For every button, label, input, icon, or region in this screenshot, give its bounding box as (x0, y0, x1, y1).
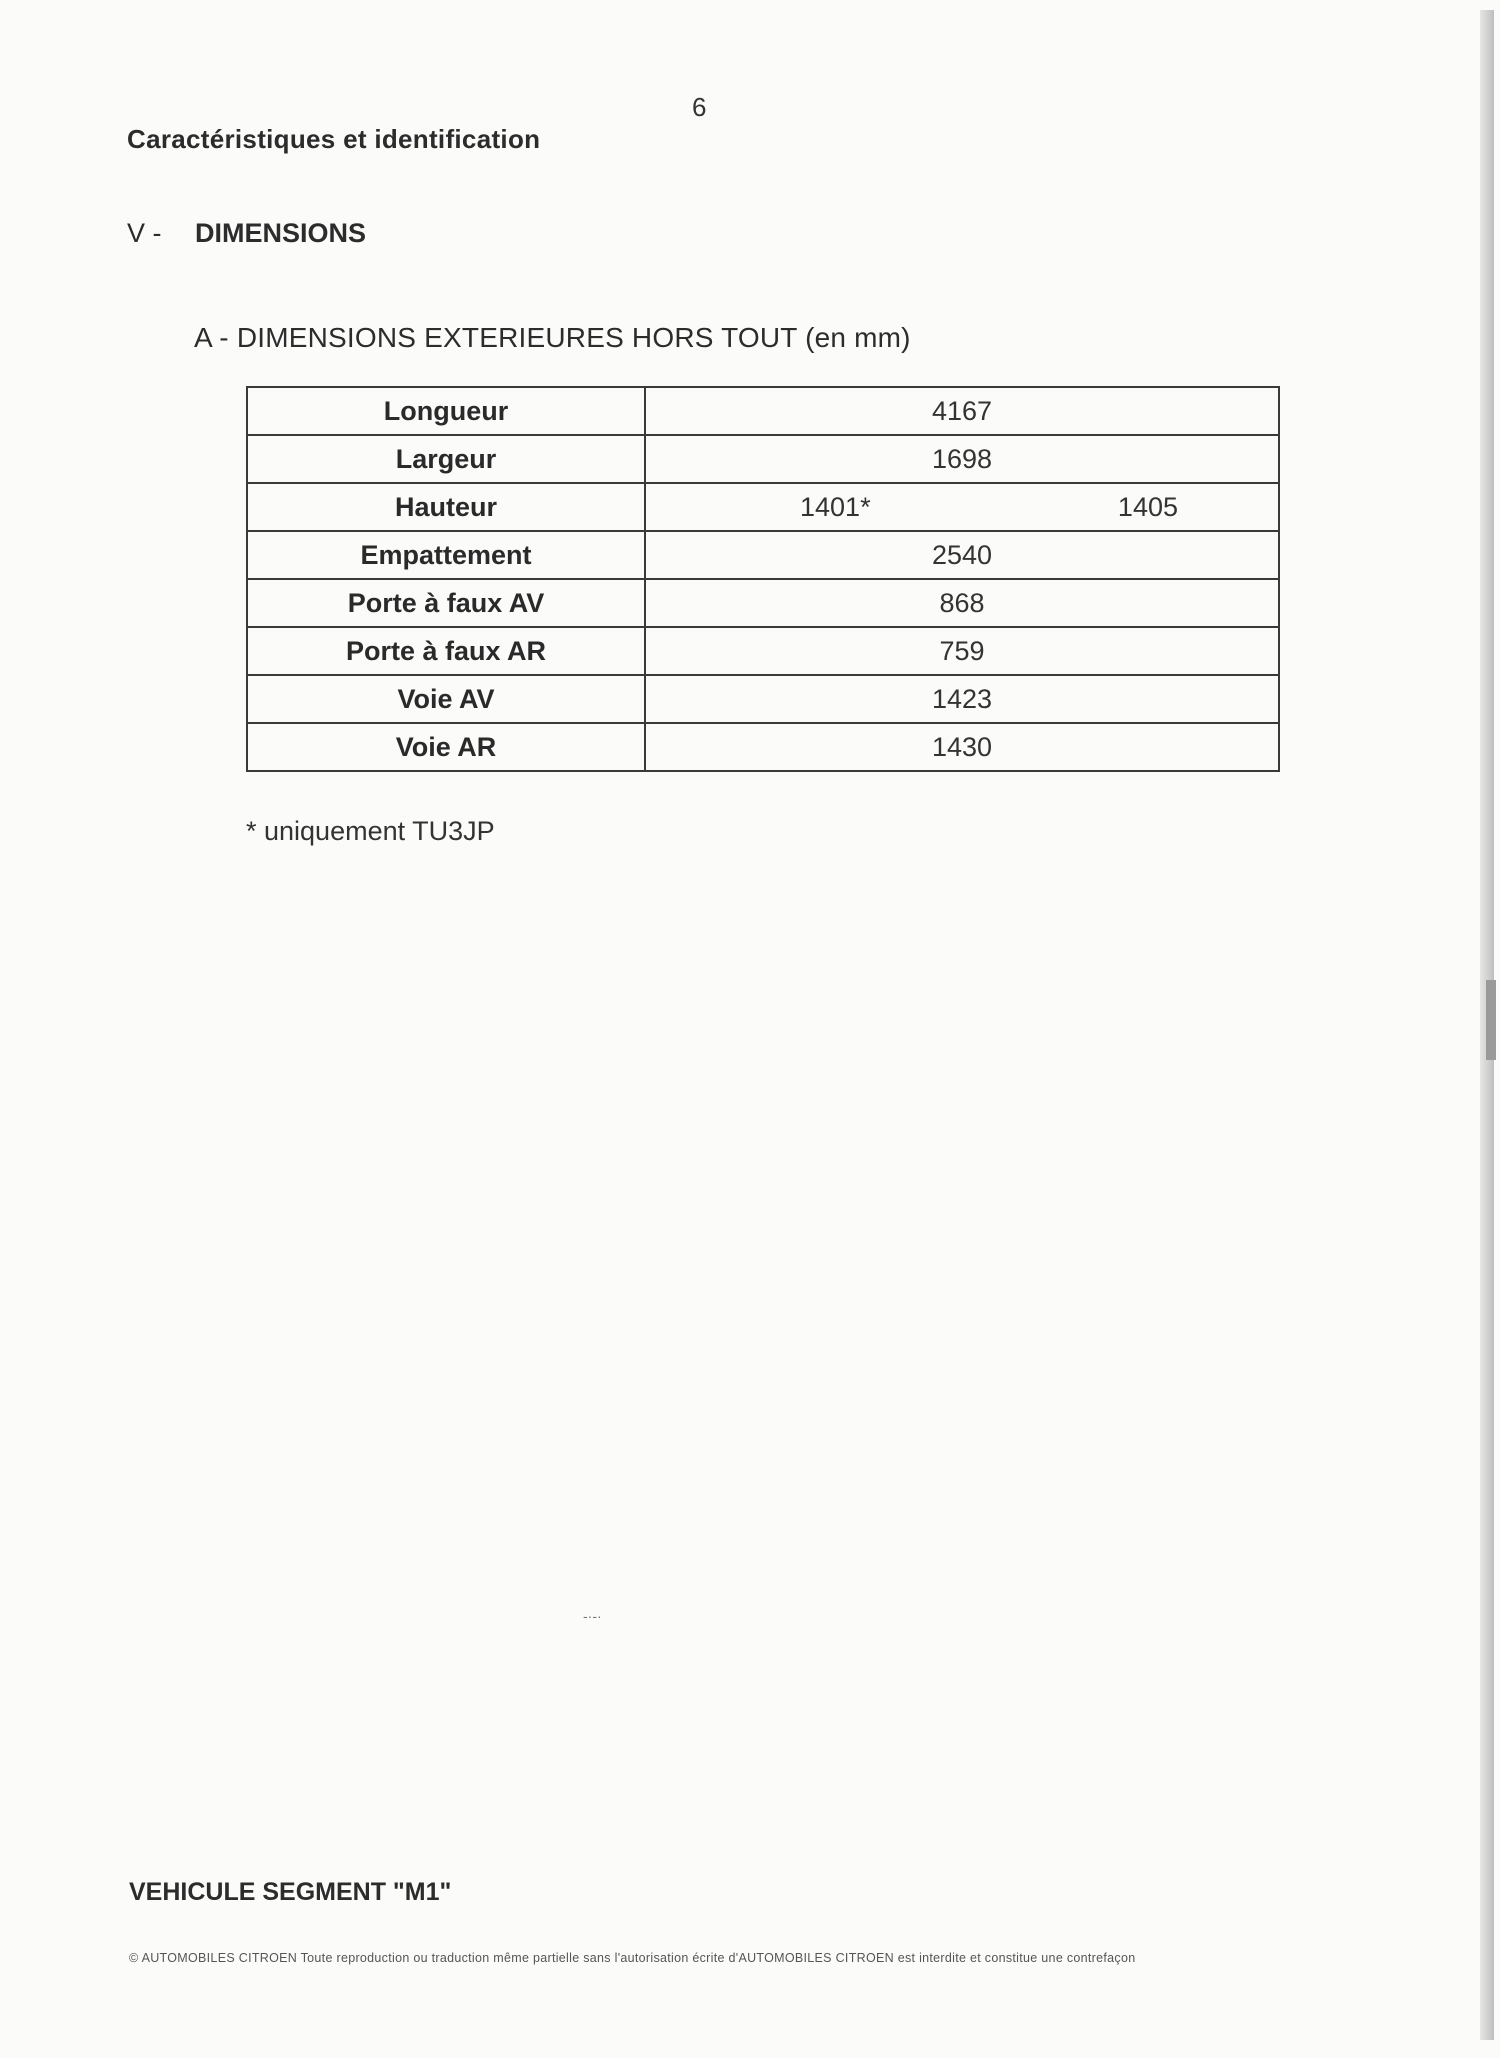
table-footnote: * uniquement TU3JP (246, 816, 495, 846)
split-values (646, 492, 1278, 523)
table-row (247, 579, 1279, 627)
row-value: 4167 (645, 387, 1279, 435)
section-title: DIMENSIONS (195, 218, 367, 248)
row-label: Hauteur (247, 483, 645, 531)
footer-segment: VEHICULE SEGMENT "M1" (129, 1878, 452, 1906)
row-label: Porte à faux AR (247, 627, 645, 675)
footer-copyright: © AUTOMOBILES CITROEN Toute reproduction ou traduction même partielle sans l'autorisation écrite d'AUTOMOBILES CITROEN est interdite et constitue une contrefaçon (129, 1951, 1136, 1965)
row-value-b: 1405 (1117, 491, 1178, 522)
table-row (247, 435, 1279, 483)
row-value: 1423 (645, 675, 1279, 723)
section-number: V - (127, 218, 162, 248)
table-row (247, 723, 1279, 771)
row-label: Empattement (247, 531, 645, 579)
section-heading (127, 218, 366, 249)
table-row (247, 483, 1279, 531)
row-value: 1698 (645, 435, 1279, 483)
row-value: 2540 (645, 531, 1279, 579)
row-value-a: 1401* (800, 491, 871, 522)
row-value-split (645, 483, 1279, 531)
row-value: 1430 (645, 723, 1279, 771)
document-header-title: Caractéristiques et identification (127, 124, 541, 154)
dimensions-table (246, 386, 1280, 772)
table-row (247, 387, 1279, 435)
subsection-title: A - DIMENSIONS EXTERIEURES HORS TOUT (en mm) (194, 322, 911, 353)
page-number: 6 (692, 92, 707, 122)
row-label: Longueur (247, 387, 645, 435)
table-row (247, 627, 1279, 675)
scan-artifact: -·‑· (583, 1608, 602, 1624)
row-label: Porte à faux AV (247, 579, 645, 627)
table-row (247, 675, 1279, 723)
row-label: Voie AR (247, 723, 645, 771)
row-value: 759 (645, 627, 1279, 675)
table-row (247, 531, 1279, 579)
row-label: Largeur (247, 435, 645, 483)
scan-edge-shadow (1486, 980, 1496, 1060)
row-label: Voie AV (247, 675, 645, 723)
row-value: 868 (645, 579, 1279, 627)
